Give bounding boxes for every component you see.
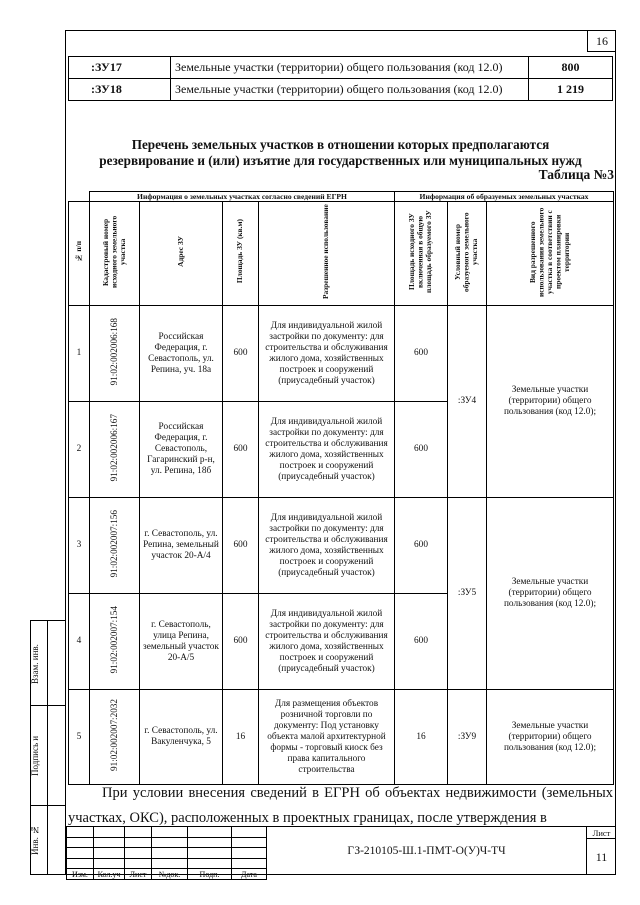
new-plot-code: :ЗУ5 (448, 498, 487, 690)
table-row (69, 79, 613, 101)
stamp-label: №док. (152, 869, 188, 880)
sheet-number: 11 (586, 839, 616, 875)
land-plots-table (68, 191, 614, 785)
col-header: Вид разрешенного использования земельного участка в соответствии с проектом планировки территории (487, 202, 614, 306)
heading-line-2: резервирование и (или) изъятие для государственных или муниципальных нужд (99, 153, 582, 168)
row-number: 3 (69, 498, 90, 594)
included-area: 600 (395, 594, 448, 690)
group-header-new: Информация об образуемых земельных участках (395, 192, 614, 202)
stamp-label: Кол.уч (94, 869, 125, 880)
area: 600 (223, 402, 259, 498)
row-number: 5 (69, 690, 90, 785)
row-number: 2 (69, 402, 90, 498)
included-area: 600 (395, 498, 448, 594)
top-table (68, 56, 613, 101)
permitted-use: Для индивидуальной жилой застройки по документу: для строительства и обслуживания жилого дома, хозяйственных построек и сооружений (приусадебный участок) (259, 306, 395, 402)
col-header: Разрешенное использование (259, 202, 395, 306)
stamp-label: Лист (125, 869, 152, 880)
permitted-use: Для размещения объектов розничной торговли по документу: Под установку объекта малой архитектурной формы - торговый киоск без права капитального строительства (259, 690, 395, 785)
table-row (69, 498, 614, 594)
group-header-egrn: Информация о земельных участках согласно сведений ЕГРН (90, 192, 395, 202)
area: 600 (223, 594, 259, 690)
sheet-label: Лист (586, 826, 616, 839)
heading-line-1: Перечень земельных участков в отношении которых предполагаются (131, 137, 550, 152)
col-header: Кадастровый номер исходного земельного участка (90, 202, 140, 306)
stamp-label: Подп. (188, 869, 232, 880)
cadastral-number: 91:02:002007:2032 (90, 690, 140, 785)
permitted-use: Для индивидуальной жилой застройки по документу: для строительства и обслуживания жилого дома, хозяйственных построек и сооружений (приусадебный участок) (259, 402, 395, 498)
permitted-use: Для индивидуальной жилой застройки по документу: для строительства и обслуживания жилого дома, хозяйственных построек и сооружений (приусадебный участок) (259, 498, 395, 594)
col-header: Адрес ЗУ (140, 202, 223, 306)
cadastral-number: 91:02:002007:154 (90, 594, 140, 690)
area: 600 (223, 306, 259, 402)
table-label: Таблица №3 (538, 167, 614, 182)
group-header-row (69, 192, 614, 202)
cadastral-number: 91:02:002007:156 (90, 498, 140, 594)
included-area: 16 (395, 690, 448, 785)
zu-description: Земельные участки (территории) общего пользования (код 12.0) (171, 79, 529, 101)
stamp-label: Дата (232, 869, 267, 880)
table-row (69, 57, 613, 79)
new-plot-code: :ЗУ9 (448, 690, 487, 785)
zu-value: 1 219 (529, 79, 613, 101)
side-label: Подпись и (30, 735, 40, 776)
side-label: Взам. инв. (30, 644, 40, 684)
new-plot-code: :ЗУ4 (448, 306, 487, 498)
zu-code: :ЗУ18 (69, 79, 171, 101)
table-row (69, 690, 614, 785)
address: Российская Федерация, г. Севастополь, ул. Репина, уч. 18а (140, 306, 223, 402)
col-header: Условный номер образуемого земельного участка (448, 202, 487, 306)
column-header-row (69, 202, 614, 306)
included-area: 600 (395, 306, 448, 402)
new-plot-use: Земельные участки (территории) общего пользования (код 12.0); (487, 306, 614, 498)
new-plot-use: Земельные участки (территории) общего пользования (код 12.0); (487, 690, 614, 785)
col-header: Площадь исходного ЗУ включенная в общую площадь образуемого ЗУ (395, 202, 448, 306)
row-number: 1 (69, 306, 90, 402)
address: г. Севастополь, улица Репина, земельный участок 20-А/5 (140, 594, 223, 690)
new-plot-use: Земельные участки (территории) общего пользования (код 12.0); (487, 498, 614, 690)
stamp-label: Изм. (67, 869, 94, 880)
included-area: 600 (395, 402, 448, 498)
page-number: 16 (587, 30, 616, 52)
address: г. Севастополь, ул. Репина, земельный участок 20-А/4 (140, 498, 223, 594)
area: 16 (223, 690, 259, 785)
document-code: ГЗ-210105-Ш.1-ПМТ-О(У)Ч-ТЧ (266, 826, 586, 875)
area: 600 (223, 498, 259, 594)
zu-description: Земельные участки (территории) общего пользования (код 12.0) (171, 57, 529, 79)
cadastral-number: 91:02:002006:168 (90, 306, 140, 402)
row-number: 4 (69, 594, 90, 690)
table-row (69, 306, 614, 402)
stamp-grid (66, 826, 267, 880)
zu-code: :ЗУ17 (69, 57, 171, 79)
body-paragraph: При условии внесения сведений в ЕГРН об объектах недвижимости (земельных участках, ОКС), расположенных в проектных границах, после утверждения в (68, 785, 613, 826)
address: г. Севастополь, ул. Вакуленчука, 5 (140, 690, 223, 785)
cadastral-number: 91:02:002006:167 (90, 402, 140, 498)
side-label: Инв. № (30, 824, 40, 856)
col-header: № п/п (69, 202, 90, 306)
address: Российская Федерация, г. Севастополь, Гагаринский р-н, ул. Репина, 18б (140, 402, 223, 498)
col-header: Площадь ЗУ (кв.м) (223, 202, 259, 306)
zu-value: 800 (529, 57, 613, 79)
permitted-use: Для индивидуальной жилой застройки по документу: для строительства и обслуживания жилого дома, хозяйственных построек и сооружений (приусадебный участок) (259, 594, 395, 690)
